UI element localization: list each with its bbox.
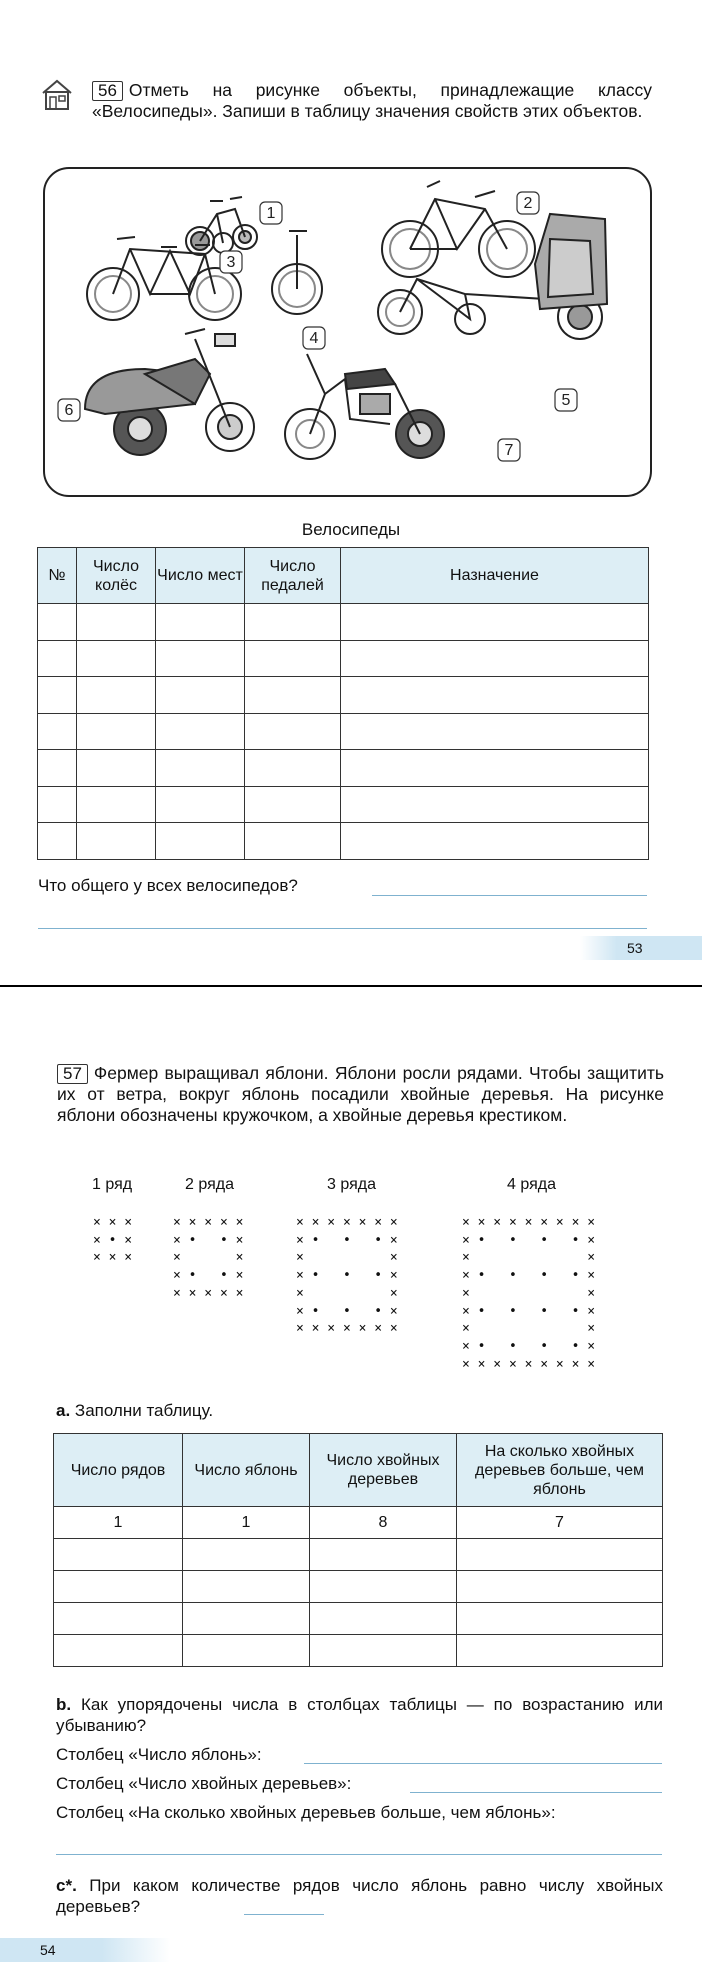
- tandem-3: [87, 237, 241, 320]
- column-question-3: Столбец «На сколько хвойных деревьев больше, чем яблонь»:: [56, 1803, 556, 1822]
- motorcycle-7: [285, 354, 444, 459]
- col-header-conifers: Число хвойных деревьев: [310, 1434, 457, 1507]
- table-row[interactable]: [38, 750, 649, 787]
- page-number-bar: [0, 1938, 170, 1962]
- table-row[interactable]: [38, 713, 649, 750]
- task-57-text: 57 Фермер выращивал яблони. Яблони росли рядами. Чтобы защитить их от ветра, вокруг яблонь посадили хвойные деревья. На рисунке яблони обозначены кружочком, а хвойные деревья крестиком.: [57, 1063, 664, 1125]
- answer-line[interactable]: [372, 895, 647, 896]
- label-4: 4: [309, 330, 319, 347]
- page-number: 54: [40, 1942, 56, 1958]
- table-row[interactable]: [38, 786, 649, 823]
- unicycle-4: [272, 231, 322, 314]
- label-3: 3: [226, 254, 236, 271]
- table-row[interactable]: [38, 640, 649, 677]
- col-header-rows: Число рядов: [54, 1434, 183, 1507]
- pattern-4-rows: × × × × × × × × × × • • • • × × × × • • • • × × × × • • • • × × × × • • • • × × × × × × × × × ×: [462, 1215, 596, 1372]
- column-question-2: Столбец «Число хвойных деревьев»:: [56, 1774, 352, 1793]
- label-1: 1: [266, 205, 276, 222]
- part-b: b. Как упорядочены числа в столбцах таблицы — по возрастанию или убыванию?: [56, 1695, 663, 1735]
- col-header-number: №: [38, 548, 77, 604]
- pattern-label-4: 4 ряда: [507, 1176, 556, 1193]
- pattern-label-1: 1 ряд: [92, 1176, 133, 1193]
- part-c: c*. При каком количестве рядов число яблонь равно числу хвойных деревьев?: [56, 1876, 663, 1916]
- answer-line[interactable]: [56, 1854, 662, 1855]
- label-7: 7: [504, 442, 514, 459]
- col-header-purpose: Назначение: [341, 548, 649, 604]
- answer-line[interactable]: [410, 1792, 662, 1793]
- task-56-text: 56 Отметь на рисунке объекты, принадлежащие классу «Велосипеды». Запиши в таблицу значения свойств этих объектов.: [92, 80, 652, 121]
- part-a: а. Заполни таблицу.: [56, 1401, 214, 1420]
- bicycle-2: [382, 181, 535, 277]
- col-header-apples: Число яблонь: [183, 1434, 310, 1507]
- answer-line[interactable]: [244, 1914, 324, 1915]
- col-header-pedals: Число педалей: [245, 548, 341, 604]
- col-header-wheels: Число колёс: [77, 548, 156, 604]
- apple-trees-table: [53, 1433, 663, 1667]
- table-row[interactable]: [54, 1539, 663, 1571]
- table-row[interactable]: [38, 823, 649, 860]
- table-row[interactable]: [38, 677, 649, 714]
- column-question-1: Столбец «Число яблонь»:: [56, 1745, 262, 1764]
- sidecar-motorcycle-6: [85, 329, 254, 455]
- home-task-icon: [40, 78, 74, 112]
- task-number: 56: [92, 81, 123, 101]
- label-5: 5: [561, 392, 571, 409]
- task-number: 57: [57, 1064, 88, 1084]
- common-question: Что общего у всех велосипедов?: [38, 876, 298, 895]
- answer-line[interactable]: [38, 928, 647, 929]
- pattern-2-rows: × × × × × × • • × × × × • • × × × × × ×: [173, 1215, 244, 1301]
- table-title: Велосипеды: [301, 520, 401, 539]
- table-row[interactable]: [38, 604, 649, 641]
- bicycles-table: [37, 547, 649, 860]
- label-2: 2: [523, 195, 533, 212]
- pattern-1-row: × × × × • × × × ×: [93, 1215, 133, 1266]
- vehicles-illustration: [45, 169, 650, 495]
- page-number: 53: [627, 940, 643, 956]
- pattern-label-2: 2 ряда: [185, 1176, 234, 1193]
- pattern-label-3: 3 ряда: [327, 1176, 376, 1193]
- label-6: 6: [64, 402, 74, 419]
- table-row[interactable]: 1 1 8 7: [54, 1507, 663, 1539]
- answer-line[interactable]: [304, 1763, 662, 1764]
- tricycle-1: [186, 197, 257, 255]
- table-row[interactable]: [54, 1571, 663, 1603]
- page-54: [0, 988, 702, 1977]
- bicycles-picture: [43, 167, 652, 497]
- col-header-seats: Число мест: [156, 548, 245, 604]
- table-row[interactable]: [54, 1635, 663, 1667]
- col-header-difference: На сколько хвойных деревьев больше, чем яблонь: [457, 1434, 663, 1507]
- pattern-3-rows: × × × × × × × × • • • × × × × • • • × × × × • • • × × × × × × × ×: [296, 1215, 398, 1337]
- table-row[interactable]: [54, 1603, 663, 1635]
- page-53: [0, 0, 702, 987]
